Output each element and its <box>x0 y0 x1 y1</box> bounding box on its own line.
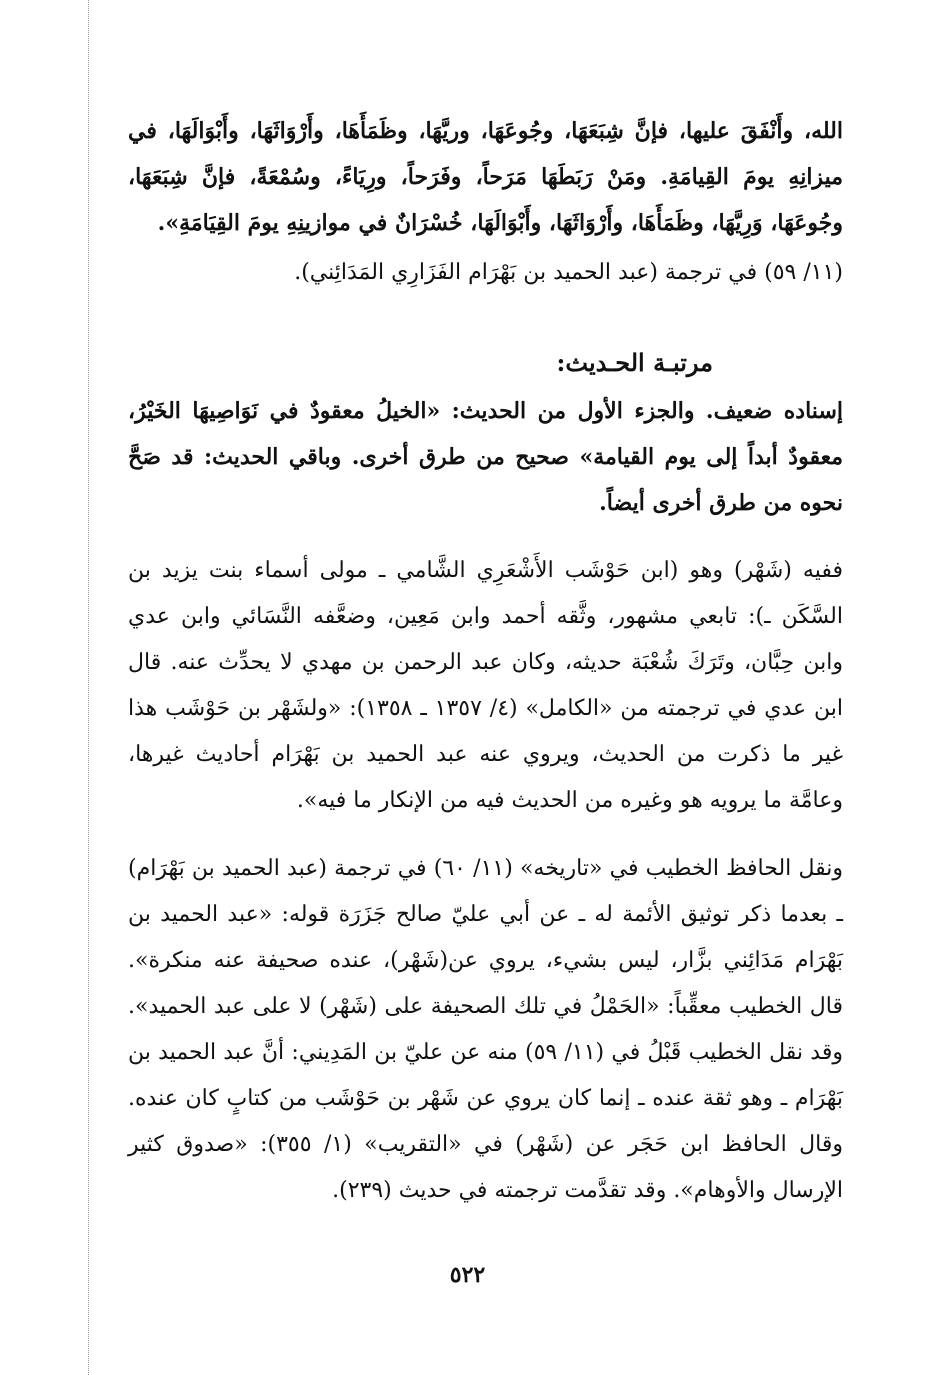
hadith-text-paragraph: الله، وأَنْفَقَ عليها، فإنَّ شِبَعَهَا، وجُوعَهَا، وريَّهَا، وظَمَأَهَا، وأَرْوَاثَهَا، وأَبْوَالَهَا، في ميزانِهِ يومَ القِيامَةِ. ومَنْ رَبَطَهَا مَرَحاً، وفَرَحاً، ورِيَاءً، وسُمْعَةً، فإنَّ شِبَعَهَا، وجُوعَهَا، وَرِيَّهَا، وظَمَأَهَا، وأَرْوَاثَهَا، وأَبْوَالَهَا، خُسْرَانٌ في موازينِهِ يومَ القِيَامَةِ». <box>128 118 843 236</box>
narrator-paragraph: ففيه (شَهْر) وهو (ابن حَوْشَب الأَشْعَرِي الشَّامي ـ مولى أسماء بنت يزيد بن السَّكَن ـ): تابعي مشهور، وثَّقه أحمد وابن مَعِين، وضعَّفه النَّسَائي وابن عدي وابن حِبَّان، وتَرَكَ شُعْبَة حديثه، وكان عبد الرحمن بن مهدي لا يحدِّث عنه. قال ابن عدي في ترجمته من «الكامل» (٤/ ١٣٥٧ ـ ١٣٥٨): «ولشَهْر بن حَوْشَب هذا غير ما ذكرت من الحديث، ويروي عنه عبد الحميد بن بَهْرَام أحاديث غيرها، وعامَّة ما يرويه هو وغيره من الحديث فيه من الإنكار ما فيه». <box>128 558 844 813</box>
page-number: ٥٢٢ <box>449 1262 486 1288</box>
margin-dotted-line <box>88 0 89 1375</box>
source-reference: (١١/ ٥٩) في ترجمة (عبد الحميد بن بَهْرَام الفَزَارِي المَدَائِني). <box>294 260 843 285</box>
section-heading: مرتبـة الحـديث: <box>556 348 713 377</box>
document-page <box>128 108 843 1214</box>
grading-paragraph: إسناده ضعيف. والجزء الأول من الحديث: «الخيلُ معقودٌ في نَوَاصِيهَا الخَيْرُ، معقودٌ أبداً إلى يوم القيامة» صحيح من طرق أخرى. وباقي الحديث: قد صَحَّ نحوه من طرق أخرى أيضاً. <box>128 398 843 516</box>
khatib-paragraph: ونقل الحافظ الخطيب في «تاريخه» (١١/ ٦٠) في ترجمة (عبد الحميد بن بَهْرَام) ـ بعدما ذكر توثيق الأئمة له ـ عن أبي عليّ صالح جَزَرَة قوله: «عبد الحميد بن بَهْرَام مَدَائِني بزَّار، ليس بشيء، يروي عن(شَهْر)، عنده صحيفة عنه منكرة». قال الخطيب معقِّباً: «الحَمْلُ في تلك الصحيفة على (شَهْر) لا على عبد الحميد». وقد نقل الخطيب قَبْلُ في (١١/ ٥٩) منه عن عليّ بن المَدِيني: أنَّ عبد الحميد بن بَهْرَام ـ وهو ثقة عنده ـ إنما كان يروي عن شَهْر بن حَوْشَب من كتابٍ كان عنده. وقال الحافظ ابن حَجَر عن (شَهْر) في «التقريب» (١/ ٣٥٥): «صدوق كثير الإرسال والأوهام». وقد تقدَّمت ترجمته في حديث (٢٣٩). <box>128 856 844 1203</box>
